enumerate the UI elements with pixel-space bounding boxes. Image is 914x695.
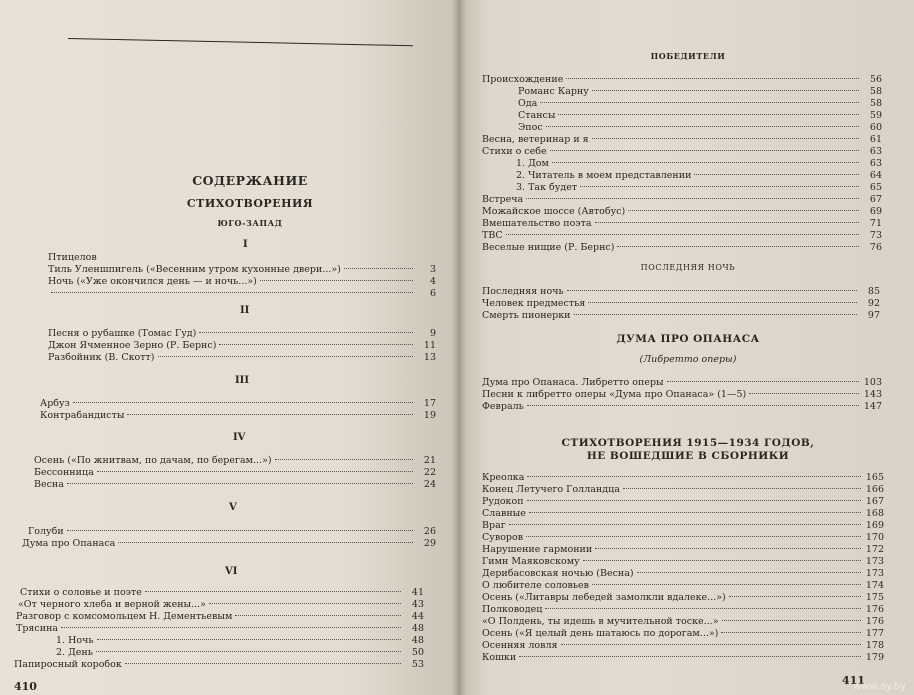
toc-entry[interactable]: 2. Читатель в моем представлении 64 [516,170,882,181]
group-numeral: II [240,305,250,316]
toc-entry[interactable]: Дума про Опанаса 29 [22,538,436,549]
toc-entry[interactable]: Разговор с комсомольцем Н. Дементьевым 44 [16,611,424,622]
toc-entry[interactable]: Дума про Опанаса. Либретто оперы 103 [482,377,882,388]
toc-entry[interactable]: Романс Карну 58 [518,86,882,97]
poems-heading: СТИХОТВОРЕНИЯ [186,197,314,210]
toc-entry[interactable]: Весна, ветеринар и я 61 [482,134,882,145]
page-number: 410 [14,680,37,693]
toc-entry[interactable]: Нарушение гармонии 172 [482,544,884,555]
toc-entry[interactable]: Джон Ячменное Зерно (Р. Бернс) 11 [48,340,436,351]
toc-entry[interactable]: Осень («Я целый день шатаюсь по дорогам...») 177 [482,628,884,639]
section-subheading: (Либретто оперы) [639,354,737,365]
toc-entry[interactable]: Трясина 48 [16,623,424,634]
toc-entry[interactable]: Дерибасовская ночью (Весна) 173 [482,568,884,579]
watermark: www.ay.by [853,681,906,692]
toc-entry[interactable]: Осень («По жнитвам, по дачам, по берегам...») 21 [34,455,436,466]
toc-entry[interactable]: Февраль 147 [482,401,882,412]
section-heading-line: НЕ ВОШЕДШИЕ В СБОРНИКИ [586,450,790,462]
toc-entry[interactable]: Последняя ночь 85 [482,286,880,297]
toc-entry[interactable]: Стихи о соловье и поэте 41 [20,587,424,598]
toc-entry[interactable]: «От черного хлеба и верной жены...» 43 [18,599,424,610]
toc-entry[interactable]: Смерть пионерки 97 [482,310,880,321]
toc-entry[interactable]: Осенняя ловля 178 [482,640,884,651]
group-numeral: V [229,502,237,513]
section-heading: ЮГО-ЗАПАД [217,218,283,228]
toc-entry[interactable]: Можайское шоссе (Автобус) 69 [482,206,882,217]
toc-entry[interactable]: Стихи о себе 63 [482,146,882,157]
toc-entry[interactable]: 1. Дом 63 [516,158,882,169]
toc-entry[interactable]: Стансы 59 [518,110,882,121]
toc-entry[interactable]: Весна 24 [34,479,436,490]
toc-entry[interactable]: Арбуз 17 [40,398,436,409]
right-page [458,0,914,695]
toc-entry[interactable]: Тиль Уленшпигель («Весенним утром кухонные двери...») 3 [48,264,436,275]
toc-entry[interactable]: Бессонница 22 [34,467,436,478]
section-heading: ДУМА ПРО ОПАНАСА [616,333,760,345]
toc-entry[interactable]: Происхождение 56 [482,74,882,85]
contents-title: СОДЕРЖАНИЕ [192,173,308,188]
toc-entry[interactable]: Птицелов [48,252,97,263]
running-head: ПОБЕДИТЕЛИ [650,51,726,61]
toc-entry[interactable]: «О Полдень, ты идешь в мучительной тоске...» 176 [482,616,884,627]
toc-entry[interactable]: 6 [48,288,436,300]
toc-entry[interactable]: Ода 58 [518,98,882,109]
toc-entry[interactable]: Разбойник (В. Скотт) 13 [48,352,436,363]
top-rule [68,38,413,46]
toc-entry[interactable]: ТВС 73 [482,230,882,241]
toc-entry[interactable]: Ночь («Уже окончился день — и ночь...») 4 [48,276,436,287]
group-numeral: III [235,375,250,386]
section-heading: ПОСЛЕДНЯЯ НОЧЬ [640,263,736,272]
toc-entry[interactable]: Креолка 165 [482,472,884,483]
group-numeral: IV [233,432,246,443]
toc-entry[interactable]: Папиросный коробок 53 [14,659,424,670]
toc-entry[interactable]: Кошки 179 [482,652,884,663]
group-numeral: I [243,239,248,250]
toc-entry[interactable]: Эпос 60 [518,122,882,133]
toc-entry[interactable]: Вмешательство поэта 71 [482,218,882,229]
toc-entry[interactable]: 2. День 50 [56,647,424,658]
toc-entry[interactable]: Голуби 26 [28,526,436,537]
toc-entry[interactable]: Суворов 170 [482,532,884,543]
toc-entry[interactable]: Контрабандисты 19 [40,410,436,421]
toc-entry[interactable]: Песня о рубашке (Томас Гуд) 9 [48,328,436,339]
toc-entry[interactable]: Полководец 176 [482,604,884,615]
toc-entry[interactable]: Гимн Маяковскому 173 [482,556,884,567]
toc-entry[interactable]: Конец Летучего Голландца 166 [482,484,884,495]
toc-entry[interactable]: Человек предместья 92 [482,298,880,309]
toc-entry[interactable]: О любителе соловьев 174 [482,580,884,591]
group-numeral: VI [225,566,238,577]
toc-entry[interactable]: Встреча 67 [482,194,882,205]
toc-entry[interactable]: Рудокоп 167 [482,496,884,507]
toc-entry[interactable]: Славные 168 [482,508,884,519]
toc-entry[interactable]: Осень («Литавры лебедей замолкли вдалеке...») 175 [482,592,884,603]
page-number: 411 [842,674,865,687]
section-heading-line: СТИХОТВОРЕНИЯ 1915—1934 ГОДОВ, [561,437,815,449]
toc-entry[interactable]: Веселые нищие (Р. Бернс) 76 [482,242,882,253]
toc-entry[interactable]: Песни к либретто оперы «Дума про Опанаса» (1—5) 143 [482,389,882,400]
toc-entry[interactable]: 3. Так будет 65 [516,182,882,193]
toc-entry[interactable]: Враг 169 [482,520,884,531]
toc-entry[interactable]: 1. Ночь 48 [56,635,424,646]
book-gutter [452,0,466,695]
